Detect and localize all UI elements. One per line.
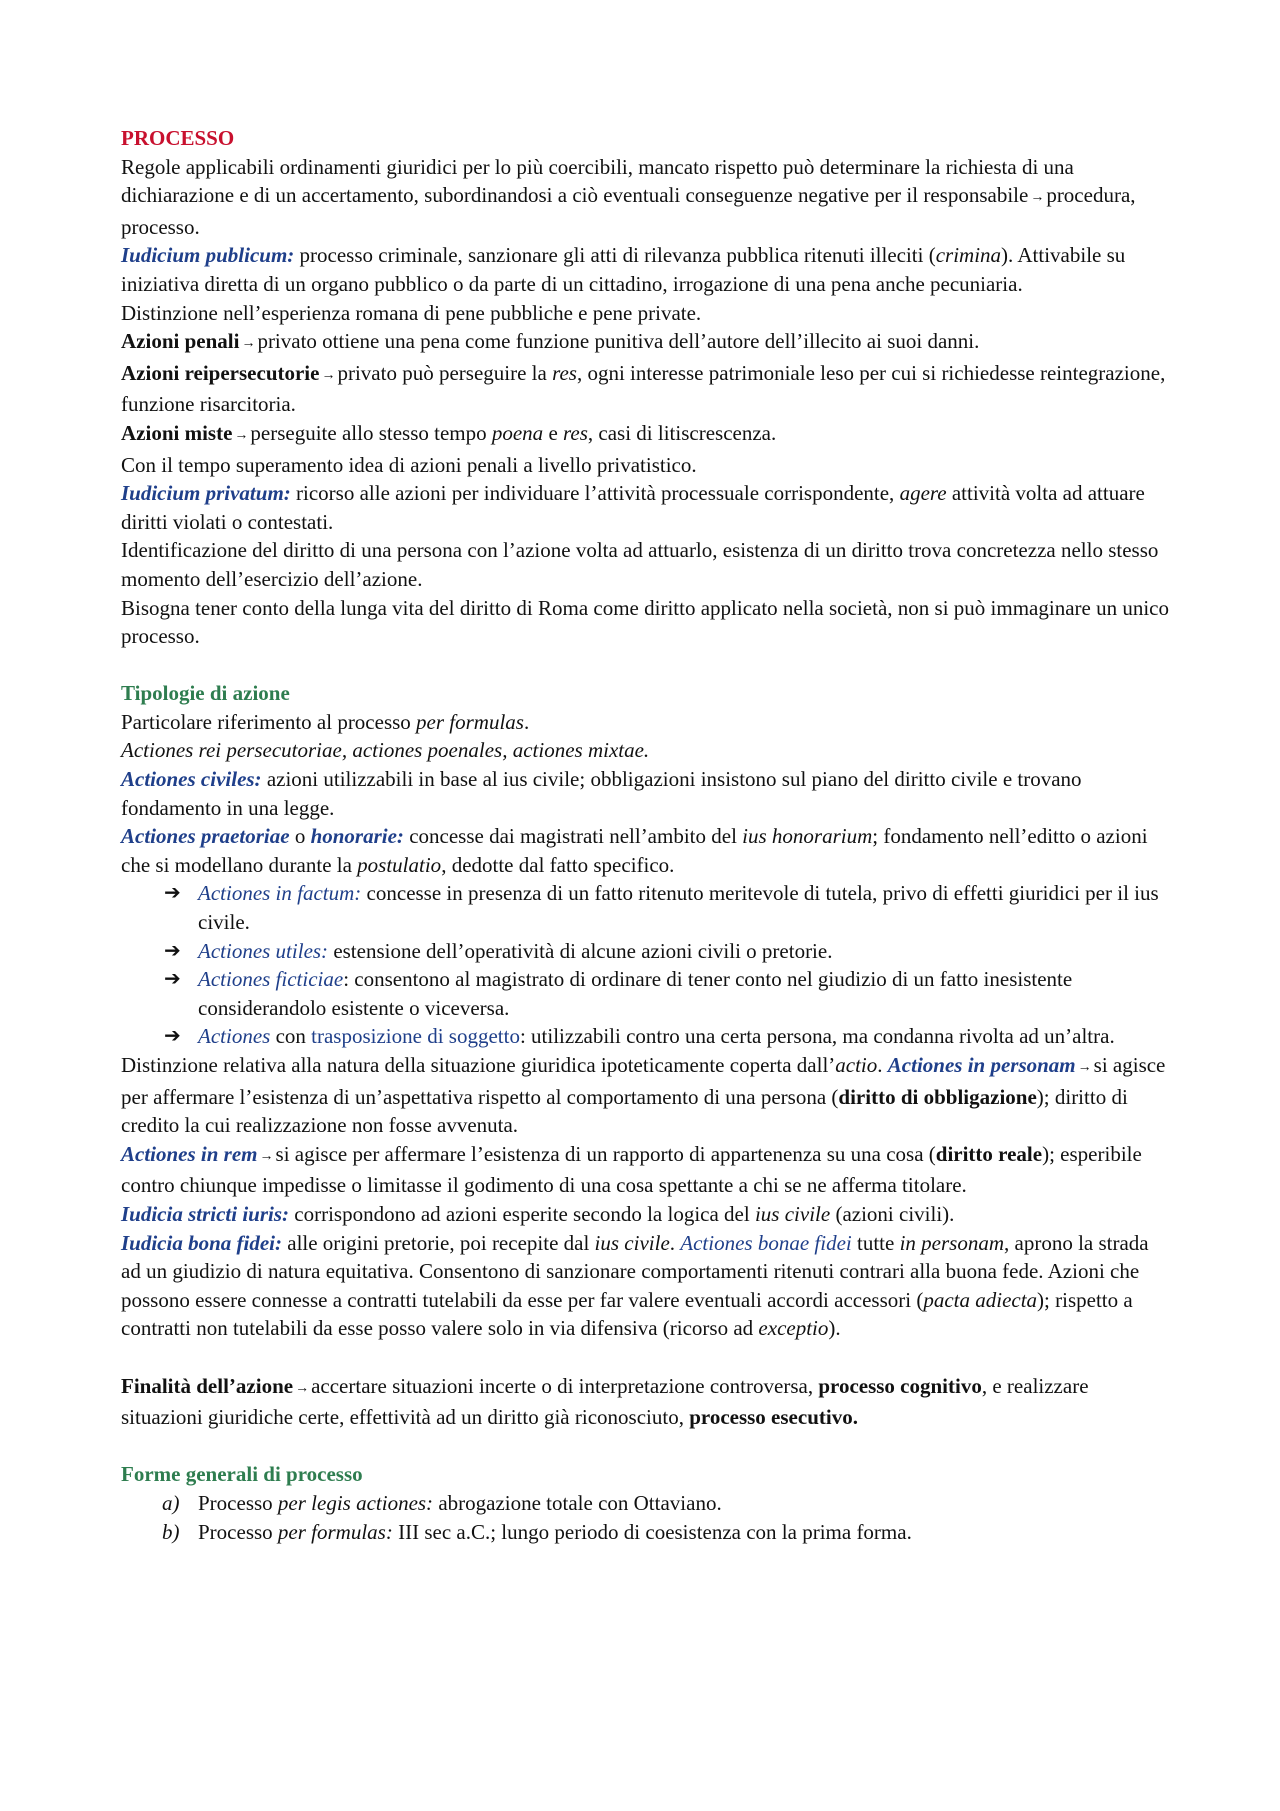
paragraph-iudicium-privatum: Iudicium privatum: ricorso alle azioni per individuare l’attività processuale corrispondente, agere attività volta ad attuare diritti violati o contestati. xyxy=(121,481,1145,534)
arrow-icon: → xyxy=(1077,1060,1092,1075)
forme-list xyxy=(121,1489,1171,1546)
paragraph-regole: Regole applicabili ordinamenti giuridici per lo più coercibili, mancato rispetto può determinare la richiesta di una dichiarazione e di un accertamento, subordinandosi a ciò eventuali conseguenze negative per il responsabile →procedura, processo. xyxy=(121,154,1136,239)
arrow-icon: → xyxy=(1030,190,1045,206)
paragraph-bona-fidei: Iudicia bona fidei: alle origini pretorie, poi recepite dal ius civile. Actiones bonae fidei tutte in personam, aprono la strada ad un giudizio di natura equitativa. Consentono di sanzionare comportamenti ritenuti contrari alla buona fede. Azioni che possono essere connesse a contratti tutelabili da esse per far valere eventuali accordi accessori (pacta adiecta); rispetto a contratti non tutelabili da esse posso valere solo in via difensiva (ricorso ad exceptio). xyxy=(121,1230,1149,1341)
list-item: ➔ Actiones utiles: estensione dell’operatività di alcune azioni civili o pretorie. xyxy=(198,937,1171,966)
list-item: ➔ Actiones ficticiae: consentono al magistrato di ordinare di tener conto nel giudizio di un fatto inesistente considerandolo esistente o viceversa. xyxy=(164,967,1073,1020)
arrow-icon: → xyxy=(321,367,336,383)
paragraph-con-il-tempo: Con il tempo superamento idea di azioni penali a livello privatistico. xyxy=(121,452,697,477)
arrow-right-icon: ➔ xyxy=(164,968,181,991)
paragraph-stricti-iuris: Iudicia stricti iuris: corrispondono ad azioni esperite secondo la logica del ius civile (azioni civili). xyxy=(121,1201,955,1226)
paragraph-iudicium-publicum: Iudicium publicum: processo criminale, sanzionare gli atti di rilevanza pubblica ritenuti illeciti (crimina). Attivabile su iniziativa diretta di un organo pubblico o da parte di un cittadino, irrogazione di una pena anche pecuniaria. xyxy=(121,243,1126,296)
paragraph-riferimento: Particolare riferimento al processo per formulas. xyxy=(121,709,530,734)
arrow-icon: → xyxy=(259,1148,274,1164)
list-item: ➔ Actiones con trasposizione di soggetto: utilizzabili contro una certa persona, ma condanna rivolta ad un’altra. xyxy=(198,1022,1171,1051)
paragraph-finalita: Finalità dell’azione →accertare situazioni incerte o di interpretazione controversa, processo cognitivo, e realizzare situazioni giuridiche certe, effettività ad un diritto già riconosciuto, processo esecutivo. xyxy=(121,1373,1089,1430)
actiones-bullet-list xyxy=(121,879,1171,1051)
list-item: b) Processo per formulas: III sec a.C.; lungo periodo di coesistenza con la prima forma. xyxy=(162,1519,912,1544)
paragraph-actiones-in-rem: Actiones in rem →si agisce per affermare l’esistenza di un rapporto di appartenenza su una cosa (diritto reale); esperibile contro chiunque impedisse o limitasse il godimento di una cosa spettante a chi se ne afferma titolare. xyxy=(121,1141,1142,1198)
arrow-right-icon: ➔ xyxy=(164,882,181,905)
arrow-right-icon: ➔ xyxy=(164,1025,181,1048)
arrow-icon: → xyxy=(234,427,249,443)
arrow-icon: → xyxy=(295,1380,310,1396)
heading-processo: PROCESSO xyxy=(121,126,235,150)
paragraph-actiones-list: Actiones rei persecutoriae, actiones poenales, actiones mixtae. xyxy=(121,738,650,763)
heading-tipologie: Tipologie di azione xyxy=(121,681,290,706)
paragraph-bisogna: Bisogna tener conto della lunga vita del diritto di Roma come diritto applicato nella società, non si può immaginare un unico processo. xyxy=(121,595,1169,649)
paragraph-identificazione: Identificazione del diritto di una persona con l’azione volta ad attuarlo, esistenza di un diritto trova concretezza nello stesso momento dell’esercizio dell’azione. xyxy=(121,538,1159,591)
paragraph-distinzione: Distinzione nell’esperienza romana di pene pubbliche e pene private. xyxy=(121,300,702,325)
paragraph-azioni-miste: Azioni miste →perseguite allo stesso tempo poena e res, casi di litiscrescenza. xyxy=(121,420,777,445)
paragraph-distinzione-actio: Distinzione relativa alla natura della situazione giuridica ipoteticamente coperta dall’actio. Actiones in personam →si agisce per affermare l’esistenza di un’aspettativa rispetto al comportamento di una persona (diritto di obbligazione); diritto di credito la cui realizzazione non fosse avvenuta. xyxy=(121,1053,1166,1138)
list-item: ➔ Actiones in factum: concesse in presenza di un fatto ritenuto meritevole di tutela, privo di effetti giuridici per il ius civile. xyxy=(164,881,1159,935)
heading-forme: Forme generali di processo xyxy=(121,1462,363,1487)
paragraph-actiones-praetoriae: Actiones praetoriae o honorarie: concesse dai magistrati nell’ambito del ius honorarium; fondamento nell’editto o azioni che si modellano durante la postulatio, dedotte dal fatto specifico. xyxy=(121,824,1148,877)
paragraph-azioni-penali: Azioni penali →privato ottiene una pena come funzione punitiva dell’autore dell’illecito ai suoi danni. xyxy=(121,329,980,354)
arrow-icon: → xyxy=(241,336,256,352)
paragraph-actiones-civiles: Actiones civiles: azioni utilizzabili in base al ius civile; obbligazioni insistono sul piano del diritto civile e trovano fondamento in una legge. xyxy=(121,767,1082,820)
list-item: a) Processo per legis actiones: abrogazione totale con Ottaviano. xyxy=(162,1490,722,1515)
arrow-right-icon: ➔ xyxy=(164,939,181,962)
paragraph-azioni-reipersecutorie: Azioni reipersecutorie →privato può perseguire la res, ogni interesse patrimoniale leso per cui si richiedesse reintegrazione, funzione risarcitoria. xyxy=(121,360,1166,417)
document-page xyxy=(121,124,1171,1546)
